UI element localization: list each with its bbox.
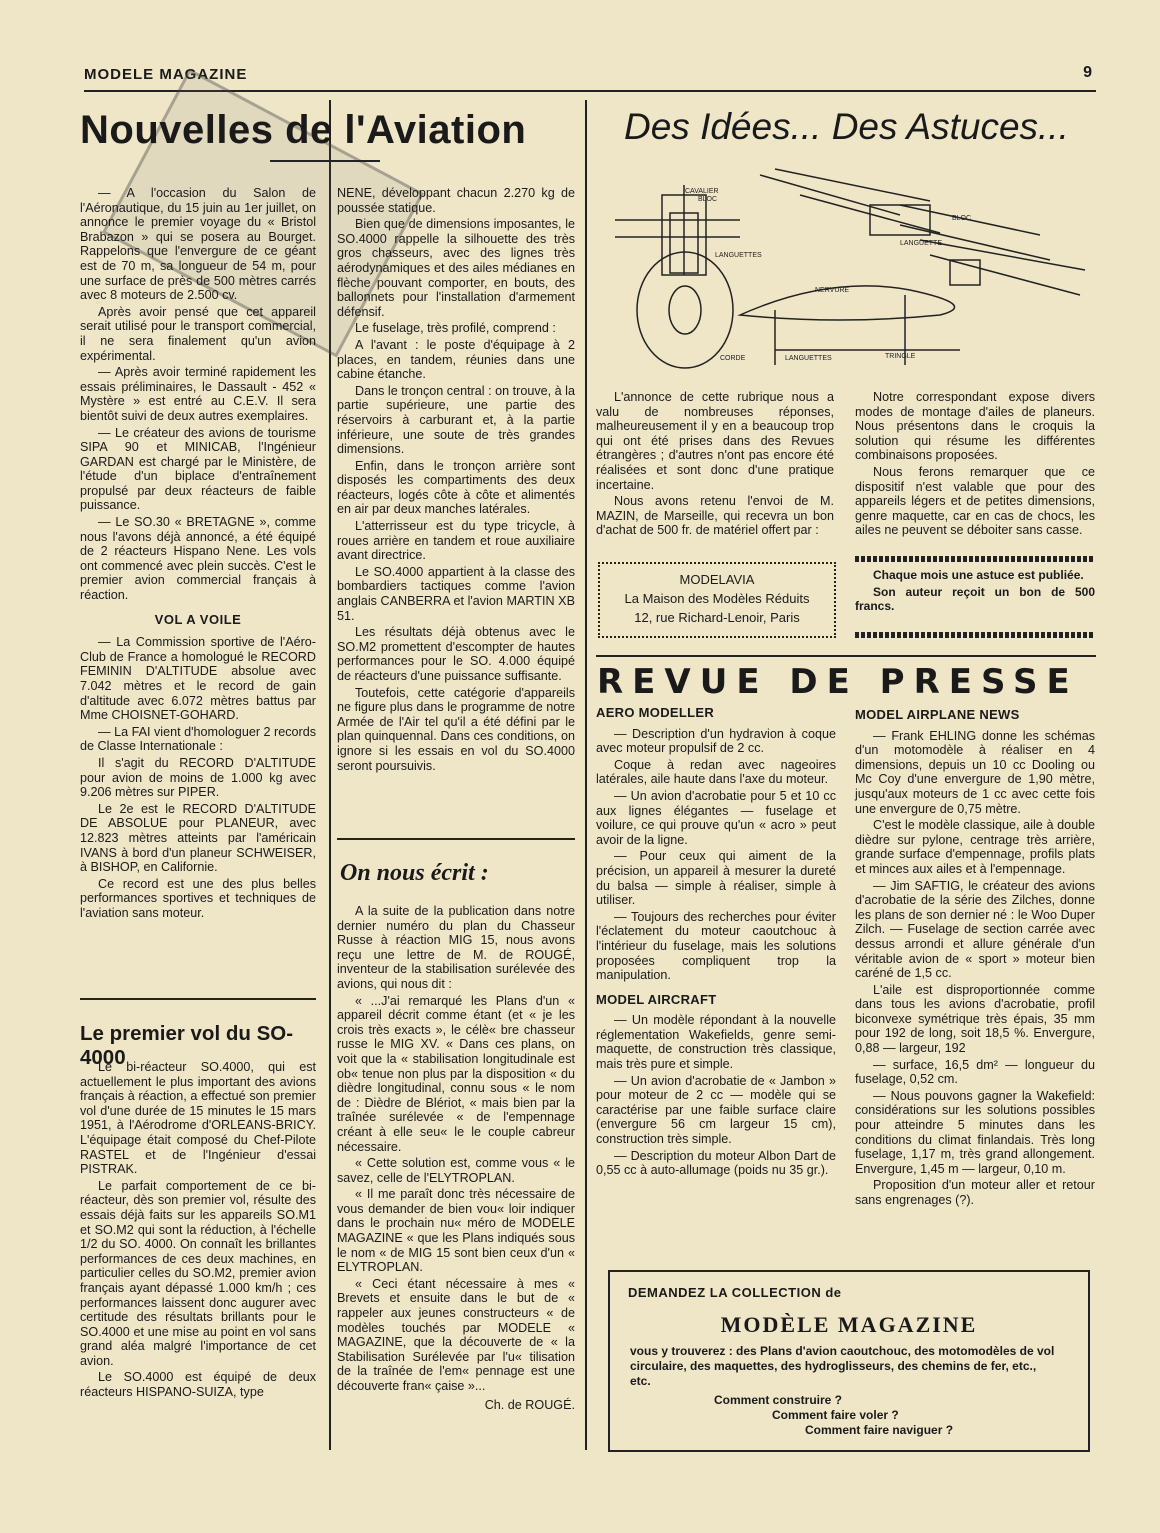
sponsor-line: 12, rue Richard-Lenoir, Paris xyxy=(634,610,800,625)
article-paragraph: Toutefois, cette catégorie d'appareils ne figure plus dans le programme de notre Armée de l'Air tel qu'il a été défini par le plan quinquennal. Dans ces conditions, on ignore si les essais en vol du SO.4000 seront poursuivis. xyxy=(337,685,575,773)
press-right-column xyxy=(855,708,1095,1210)
letter-paragraph: « Cette solution est, comme vous « le savez, celle de l'ELYTROPLAN. xyxy=(337,1156,575,1185)
collection-ad xyxy=(608,1270,1090,1452)
publication-heading: MODEL AIRPLANE NEWS xyxy=(855,707,1020,722)
ideas-paragraph: L'annonce de cette rubrique nous a valu de nombreuses réponses, malheureusement il y en a beaucoup trop qui ont été prises dans des Revues étrangères ; d'autres n'ont pas encore été réalisées et sont donc d'une pratique incertaine. xyxy=(596,390,834,492)
article-paragraph: Le parfait comportement de ce bi-réacteur, dès son premier vol, résulte des essais déjà faits sur les appareils SO.M1 et SO.M2 qui sont la réduction, à l'échelle 1/2 du SO. 4000. On connaît les brillantes performances de ces deux machines, en particulier celles du SO.M2, premier avion français ayant dépassé 1.000 km/h ; ces performances laissent donc augurer avec certitude des résultats brillants pour le SO.4000 et une mise au point en vol sans grand aléa malgré l'importance de cet avion. xyxy=(80,1178,316,1368)
ideas-title: Des Idées... Des Astuces... xyxy=(624,106,1069,147)
notice-line: Chaque mois une astuce est publiée. xyxy=(873,568,1084,582)
ad-question: Comment construire ? xyxy=(714,1393,843,1407)
press-review-title: REVUE DE PRESSE xyxy=(597,662,1079,702)
publication-heading: MODEL AIRCRAFT xyxy=(596,991,717,1007)
article-paragraph: Le bi-réacteur SO.4000, qui est actuellement le plus important des avions français à réaction, a effectué son premier vol d'une durée de 15 minutes le 15 mars 1951, à l'Aérodrome d'ORLEANS-BRICY. L'équipage était composé du Chef-Pilote RASTEL et de l'Ingénieur d'essai PISTRAK. xyxy=(80,1060,316,1177)
ideas-right-column xyxy=(855,390,1095,540)
review-paragraph: Coque à redan avec nageoires latérales, aile haute dans l'axe du moteur. xyxy=(596,757,836,787)
news-paragraph: Ce record est une des plus belles performances sportives et techniques de l'aviation sans moteur. xyxy=(80,876,316,920)
so4000-article xyxy=(80,1060,316,1402)
notice-border xyxy=(855,632,1095,638)
review-paragraph: — Nous pouvons gagner la Wakefield: considérations sur les solutions possibles pour atteindre 5 minutes dans les conditions du climat finlandais. Très long fuselage, 1,17 m, très grand allongement. Envergure, 1,45 m — largeur, 0,10 m. xyxy=(855,1088,1095,1176)
article-paragraph: L'atterrisseur est du type tricycle, à roues arrière en tandem et roue auxiliaire avant directrice. xyxy=(337,519,575,563)
section-divider xyxy=(337,838,575,840)
news-paragraph: — La Commission sportive de l'Aéro-Club de France a homologué le RECORD FEMININ D'ALTITUDE absolue avec 7.042 mètres et le record de gain d'altitude avec 6.072 mètres battus par Mme CHOISNET-GOHARD. xyxy=(80,635,316,723)
review-paragraph: — Toujours des recherches pour éviter l'éclatement du moteur caoutchouc à l'intérieur du fuselage, mais les solutions proposées compliquent trop la manipulation. xyxy=(596,909,836,983)
article-paragraph: Dans le tronçon central : on trouve, à la partie supérieure, une partie des réservoirs à carburant et, à la partie inférieure, une soute de très grandes dimensions. xyxy=(337,383,575,457)
letter-paragraph: « ...J'ai remarqué les Plans d'un « appareil décrit comme étant (et « je les crois très exacts », le célè« bre chasseur russe le MIG XV. « Dans ces plans, on voit que la « stabilisation longitudinale est ob« tenue non plus par la disposition « du dièdre longitudinal, connu sous « le nom de : Dièdre de Blériot, « mais bien par la traînée surélevée « de l'empennage créant à elle seu« le le couple cabreur nécessaire. xyxy=(337,993,575,1154)
review-paragraph: — Frank EHLING donne les schémas d'un motomodèle à réaliser en 4 dimensions, depuis un 10 cc Dooling ou Mc Coy d'une envergure de 1,90 mètre, jusqu'aux moteurs de 1 cc avec cette fois une envergure de 0,75 mètre. xyxy=(855,728,1095,816)
page-header xyxy=(84,62,1096,92)
diagram-label: LANGUETTES xyxy=(715,252,762,259)
diagram-label: BLOC xyxy=(698,196,718,203)
ad-brand: MODÈLE MAGAZINE xyxy=(720,1312,978,1337)
review-paragraph: — surface, 16,5 dm² — longueur du fuselage, 0,52 cm. xyxy=(855,1057,1095,1087)
column-divider xyxy=(585,100,587,1450)
diagram-label: NERVURE xyxy=(815,287,850,294)
review-paragraph: — Jim SAFTIG, le créateur des avions d'acrobatie de la série des Zilches, donne les plans de son dernier né : le Woo Duper Zilch. — Fuselage de section carrée avec dessus arrondi et allure générale d'un véritable avion de « sport » moteur bien caréné de 1,5 cc. xyxy=(855,878,1095,981)
ideas-notice xyxy=(855,568,1095,616)
wing-mounting-diagram xyxy=(600,165,1090,375)
title-underline xyxy=(270,160,380,162)
letter-signature: Ch. de ROUGÉ. xyxy=(484,1397,575,1412)
ideas-paragraph: Nous ferons remarquer que ce dispositif n'est valable que pour des appareils légers et de petites dimensions, genre maquette, car en cas de chocs, les ailes ne peuvent se déboiter sans casse. xyxy=(855,464,1095,538)
letter-paragraph: A la suite de la publication dans notre dernier numéro du plan du Chasseur Russe à réaction MIG 15, nous avons reçu une lettre de M. de ROUGÉ, inventeur de la stabilisation surélevée des avions, qui nous dit : xyxy=(337,904,575,991)
ideas-left-column xyxy=(596,390,834,540)
diagram-label: TRINGLE xyxy=(885,353,916,360)
diagram-label: LANGUETTE xyxy=(900,240,943,247)
review-paragraph: — Pour ceux qui aiment de la précision, un appareil à mesurer la dureté du balsa — simple à réaliser, simple à utiliser. xyxy=(596,849,836,908)
press-left-column xyxy=(596,706,836,1180)
sponsor-address-box xyxy=(598,562,836,638)
ad-headline: DEMANDEZ LA COLLECTION de xyxy=(628,1285,842,1300)
section-divider xyxy=(596,655,1096,657)
review-paragraph: — Description d'un hydravion à coque avec moteur propulsif de 2 cc. xyxy=(596,726,836,756)
magazine-name: MODELE MAGAZINE xyxy=(84,66,248,83)
section-heading: VOL A VOILE xyxy=(154,611,242,627)
ideas-paragraph: Notre correspondant expose divers modes de montage d'ailes de planeurs. Nous présentons dans le croquis la solution qui résume les différentes combinaisons proposées. xyxy=(855,390,1095,463)
review-paragraph: C'est le modèle classique, aile à double dièdre sur pylone, centrage très arrière, grande surface d'empennage, profils plats et minces aux ailes et à l'empennage. xyxy=(855,818,1095,876)
news-paragraph: — Le créateur des avions de tourisme SIPA 90 et MINICAB, l'Ingénieur GARDAN est chargé par le Ministère, de l'étude d'un biplace d'entraînement propulsé par deux réacteurs de faible puissance. xyxy=(80,425,316,513)
review-paragraph: Proposition d'un moteur aller et retour sans engrenages (?). xyxy=(855,1178,1095,1207)
article-title: Le premier vol du SO-4000 xyxy=(80,1022,294,1069)
letter-paragraph: « Il me paraît donc très nécessaire de vous demander de bien vou« loir indiquer dans le prochain nu« méro de MODELE MAGAZINE « que les Plans indiqués sous le nom « de MIG 15 sont bien ceux d'un « ELYTROPLAN. xyxy=(337,1187,575,1275)
sponsor-name: MODELAVIA xyxy=(679,572,755,587)
article-paragraph: NENE, développant chacun 2.270 kg de poussée statique. xyxy=(337,186,575,215)
publication-heading: AERO MODELLER xyxy=(596,705,715,720)
diagram-label: CAVALIER xyxy=(685,188,719,195)
diagram-label: CORDE xyxy=(720,355,746,362)
article-paragraph: Les résultats déjà obtenus avec le SO.M2 promettent d'escompter de hautes performances pour le SO. 4.000 équipé de réacteurs d'une puissance suffisante. xyxy=(337,625,575,683)
news-paragraph: — A l'occasion du Salon de l'Aéronautique, du 15 juin au 1er juillet, on annonce le premier voyage du « Bristol Brabazon » qui se posera au Bourget. Rappelons que l'envergure de ce géant est de 70 m, sa longueur de 54 m, pour une surface de près de 500 mètres carrés avec 8 moteurs de 2.500 cv. xyxy=(80,186,316,303)
ideas-paragraph: Nous avons retenu l'envoi de M. MAZIN, de Marseille, qui recevra un bon d'achat de 500 fr. de matériel offert par : xyxy=(596,494,834,538)
letters-title: On nous écrit : xyxy=(340,860,489,886)
article-paragraph: Le SO.4000 appartient à la classe des bombardiers tactiques comme l'avion anglais CANBERRA et l'avion MARTIN XB 51. xyxy=(337,564,575,623)
letter-paragraph: « Ceci étant nécessaire à mes « Brevets et ensuite dans le but de « rappeler aux jeunes constructeurs « de modèles touchés par MODELE « MAGAZINE, que la découverte de « la Stabilisation Surélevée par l'u« tilisation de la traînée de l'em« pennage est une découverte fran« çaise »... xyxy=(337,1276,575,1393)
news-column xyxy=(80,186,316,923)
ad-body: vous y trouverez : des Plans d'avion caoutchouc, des motomodèles de vol circulaire, des maquettes, des hydroglisseurs, des chemins de fer, etc., etc. xyxy=(630,1344,1055,1388)
page-title: Nouvelles de l'Aviation xyxy=(80,108,527,152)
article-paragraph: Bien que de dimensions imposantes, le SO.4000 rappelle la silhouette des très gros chasseurs, avec des lignes très aérodynamiques et des ailes médianes en flèche pouvant comporter, en bouts, des ballonnets pour l'installation d'armement défensif. xyxy=(337,217,575,319)
notice-line: Son auteur reçoit un bon de 500 francs. xyxy=(855,584,1095,614)
page-number: 9 xyxy=(1083,64,1092,81)
article-paragraph: Le SO.4000 est équipé de deux réacteurs HISPANO-SUIZA, type xyxy=(80,1370,316,1400)
news-paragraph: — Le SO.30 « BRETAGNE », comme nous l'avons déjà annoncé, a été équipé de 2 réacteurs Hispano Nene. Les vols ont commencé avec plein succès. C'est le premier avion commercial français à réaction. xyxy=(80,515,316,603)
review-paragraph: — Un avion d'acrobatie pour 5 et 10 cc aux lignes élégantes — fuselage et voilure, ce qui prouve qu'un « acro » peut avoir de la ligne. xyxy=(596,788,836,847)
sponsor-line: La Maison des Modèles Réduits xyxy=(624,591,810,606)
news-paragraph: Il s'agit du RECORD D'ALTITUDE pour avion de moins de 1.000 kg avec 9.206 mètres sur PIPER. xyxy=(80,755,316,800)
news-paragraph: — Après avoir terminé rapidement les essais préliminaires, le Dassault - 452 « Mystère » est entré au C.E.V. Il sera bientôt suivi de deux autres exemplaires. xyxy=(80,365,316,423)
continued-article xyxy=(337,186,575,775)
review-paragraph: — Un avion d'acrobatie de « Jambon » pour moteur de 2 cc — modèle qui se caractérise par une faible surface claire (envergure 56 cm largeur 15 cm), construction très simple. xyxy=(596,1073,836,1147)
review-paragraph: — Un modèle répondant à la nouvelle réglementation Wakefields, genre semi-maquette, de construction très classique, mais très pure et simple. xyxy=(596,1013,836,1072)
ad-question: Comment faire naviguer ? xyxy=(805,1423,954,1437)
section-divider xyxy=(80,998,316,1000)
diagram-label: BLOC xyxy=(952,215,972,222)
notice-border xyxy=(855,556,1095,562)
news-paragraph: Après avoir pensé que cet appareil serait utilisé pour le transport commercial, il ne sera finalement qu'un avion expérimental. xyxy=(80,304,316,363)
article-paragraph: Le fuselage, très profilé, comprend : xyxy=(355,321,556,336)
news-paragraph: — La FAI vient d'homologuer 2 records de Classe Internationale : xyxy=(80,724,317,754)
article-paragraph: Enfin, dans le tronçon arrière sont disposés les compartiments des deux réacteurs, logés côte à côte et alimentés en air par deux manches latérales. xyxy=(337,458,575,517)
letters-column xyxy=(337,904,575,1414)
review-paragraph: — Description du moteur Albon Dart de 0,55 cc à auto-allumage (poids nu 35 gr.). xyxy=(596,1148,836,1178)
ad-question: Comment faire voler ? xyxy=(772,1408,899,1422)
news-paragraph: Le 2e est le RECORD D'ALTITUDE DE ABSOLUE pour PLANEUR, avec 12.823 mètres atteints par l'américain IVANS à bord d'un planeur SCHWEISER, à BISHOP, en Californie. xyxy=(80,801,316,875)
diagram-label: LANGUETTES xyxy=(785,355,832,362)
article-paragraph: A l'avant : le poste d'équipage à 2 places, en tandem, réunies dans une cabine étanche. xyxy=(337,337,575,382)
review-paragraph: L'aile est disproportionnée comme dans tous les avions d'acrobatie, profil biconvexe symétrique très épais, 35 mm pour 192 de long, soit 18,5 %. Envergure, 0,88 — largeur, 192 xyxy=(855,982,1095,1056)
